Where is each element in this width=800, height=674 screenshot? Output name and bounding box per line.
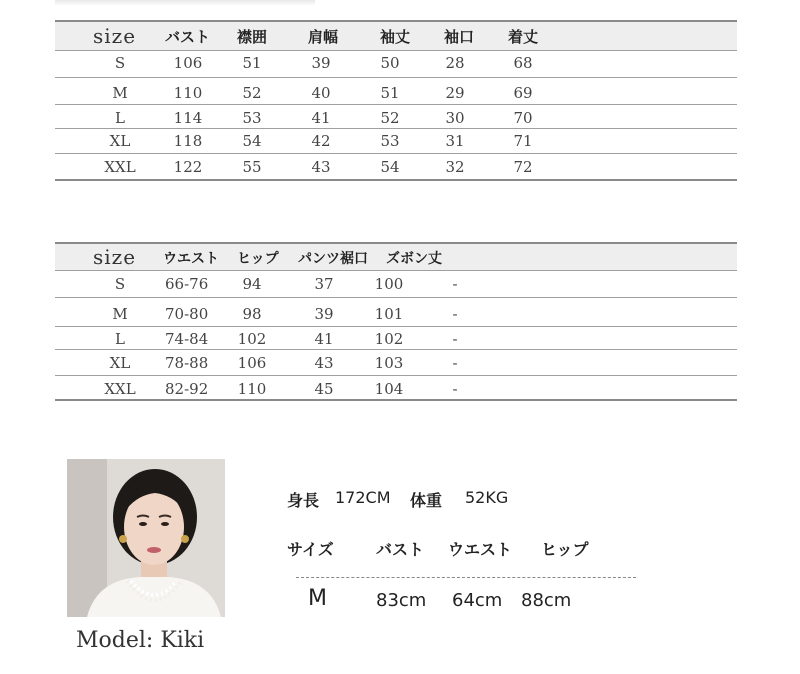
cuff-cell: 31	[445, 132, 465, 150]
height-value: 172CM	[335, 488, 391, 507]
extra-cell: -	[452, 330, 458, 348]
hip-spec-label: ヒップ	[541, 540, 589, 559]
neck-cell: 52	[242, 84, 262, 102]
hip-cell: 102	[237, 330, 267, 348]
size-cell: M	[112, 305, 128, 323]
bust-spec-value: 83cm	[376, 590, 427, 611]
header-hem: パンツ裾口	[298, 251, 368, 267]
cuff-cell: 29	[445, 84, 465, 102]
size-cell: XXL	[104, 380, 136, 398]
sleeve-cell: 54	[380, 158, 400, 176]
cropped-top-edge	[55, 0, 315, 6]
waist-cell: 66-76	[165, 275, 209, 293]
header-waist: ウエスト	[163, 251, 219, 267]
header-length: 着丈	[508, 28, 539, 46]
bust-cell: 110	[173, 84, 203, 102]
header-hip: ヒップ	[237, 251, 279, 267]
neck-cell: 55	[242, 158, 262, 176]
size-spec-label: サイズ	[287, 540, 334, 559]
length-cell: 70	[513, 109, 533, 127]
shoulder-cell: 40	[311, 84, 331, 102]
size-cell: XXL	[104, 158, 136, 176]
row-divider	[55, 349, 737, 350]
pants-length-cell: 100	[374, 275, 404, 293]
bust-cell: 122	[173, 158, 203, 176]
neck-cell: 53	[242, 109, 262, 127]
length-cell: 71	[513, 132, 533, 150]
waist-spec-label: ウエスト	[448, 540, 513, 559]
hem-cell: 43	[314, 354, 334, 372]
bust-cell: 106	[173, 54, 203, 72]
shoulder-cell: 43	[311, 158, 331, 176]
row-divider	[55, 153, 737, 154]
hip-cell: 94	[242, 275, 262, 293]
neck-cell: 51	[242, 54, 262, 72]
waist-cell: 78-88	[165, 354, 209, 372]
length-cell: 68	[513, 54, 533, 72]
pants-length-cell: 101	[374, 305, 404, 323]
size-column-header: size	[93, 245, 137, 269]
shoulder-cell: 39	[311, 54, 331, 72]
size-cell: S	[114, 275, 126, 293]
extra-cell: -	[452, 380, 458, 398]
row-divider	[55, 270, 737, 271]
sleeve-cell: 50	[380, 54, 400, 72]
pants-length-cell: 102	[374, 330, 404, 348]
hem-cell: 39	[314, 305, 334, 323]
size-cell: XL	[109, 354, 131, 372]
pants-length-cell: 103	[374, 354, 404, 372]
sleeve-cell: 52	[380, 109, 400, 127]
size-table-tops	[55, 20, 737, 182]
header-bust: バスト	[165, 28, 211, 46]
cuff-cell: 30	[445, 109, 465, 127]
row-divider	[55, 297, 737, 298]
model-photo	[67, 459, 225, 617]
table-bottom-border	[55, 399, 737, 401]
hip-spec-value: 88cm	[521, 590, 572, 611]
cuff-cell: 32	[445, 158, 465, 176]
size-column-header: size	[93, 24, 137, 48]
row-divider	[55, 77, 737, 78]
hip-cell: 106	[237, 354, 267, 372]
header-sleeve-length: 袖丈	[380, 28, 411, 46]
size-cell: S	[114, 54, 126, 72]
size-cell: L	[115, 330, 125, 348]
weight-value: 52KG	[465, 488, 509, 507]
shoulder-cell: 42	[311, 132, 331, 150]
sleeve-cell: 51	[380, 84, 400, 102]
row-divider	[55, 104, 737, 105]
hip-cell: 98	[242, 305, 262, 323]
size-cell: L	[115, 109, 125, 127]
shoulder-cell: 41	[311, 109, 331, 127]
hem-cell: 37	[314, 275, 334, 293]
cuff-cell: 28	[445, 54, 465, 72]
extra-cell: -	[452, 275, 458, 293]
bust-cell: 114	[173, 109, 203, 127]
waist-cell: 82-92	[165, 380, 209, 398]
row-divider	[55, 375, 737, 376]
table-bottom-border	[55, 179, 737, 181]
row-divider	[55, 128, 737, 129]
length-cell: 69	[513, 84, 533, 102]
size-cell: XL	[109, 132, 131, 150]
hem-cell: 45	[314, 380, 334, 398]
model-caption: Model: Kiki	[76, 628, 205, 653]
size-spec-value: M	[308, 586, 327, 611]
sleeve-cell: 53	[380, 132, 400, 150]
spec-divider	[296, 577, 636, 578]
size-table-bottoms	[55, 242, 737, 404]
pants-length-cell: 104	[374, 380, 404, 398]
waist-spec-value: 64cm	[452, 590, 503, 611]
extra-cell: -	[452, 354, 458, 372]
weight-label: 体重	[410, 491, 443, 510]
bust-spec-label: バスト	[376, 540, 425, 559]
neck-cell: 54	[242, 132, 262, 150]
height-label: 身長	[287, 491, 320, 510]
waist-cell: 74-84	[165, 330, 209, 348]
bust-cell: 118	[173, 132, 203, 150]
length-cell: 72	[513, 158, 533, 176]
header-cuff: 袖口	[444, 28, 475, 46]
extra-cell: -	[452, 305, 458, 323]
row-divider	[55, 50, 737, 51]
size-cell: M	[112, 84, 128, 102]
header-pants-length: ズボン丈	[386, 251, 442, 267]
hem-cell: 41	[314, 330, 334, 348]
model-portrait-illustration	[67, 459, 225, 617]
header-shoulder: 肩幅	[308, 28, 339, 46]
header-neck: 襟囲	[237, 28, 268, 46]
waist-cell: 70-80	[165, 305, 209, 323]
row-divider	[55, 326, 737, 327]
hip-cell: 110	[237, 380, 267, 398]
